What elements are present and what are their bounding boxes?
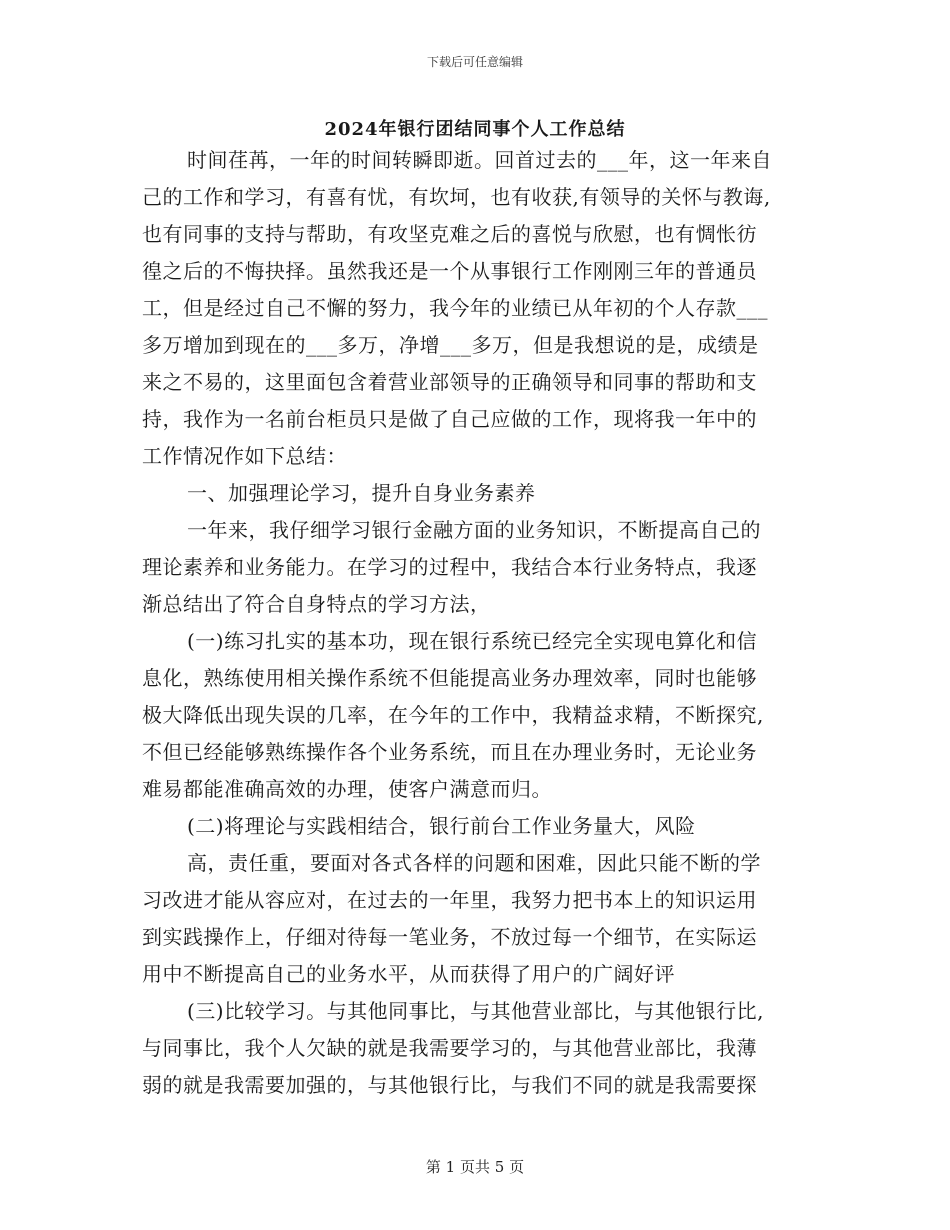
body-line: 理论素养和业务能力。在学习的过程中，我结合本行业务特点，我逐 [142, 555, 757, 579]
body-line: 极大降低出现失误的几率，在今年的工作中，我精益求精，不断探究, [142, 703, 764, 727]
body-line: 多万增加到现在的___多万，净增___多万，但是我想说的是，成绩是 [142, 333, 759, 357]
body-line: 持，我作为一名前台柜员只是做了自己应做的工作，现将我一年中的 [142, 407, 757, 431]
body-line: (二)将理论与实践相结合，银行前台工作业务量大，风险 [187, 814, 696, 838]
section-heading: 一、加强理论学习，提升自身业务素养 [187, 481, 536, 505]
body-line: (三)比较学习。与其他同事比，与其他营业部比，与其他银行比, [187, 999, 764, 1023]
body-line: 高，责任重，要面对各式各样的问题和困难，因此只能不断的学 [187, 851, 761, 875]
body-line: 徨之后的不悔抉择。虽然我还是一个从事银行工作刚刚三年的普通员 [142, 259, 757, 283]
body-line: 一年来，我仔细学习银行金融方面的业务知识，不断提高自己的 [187, 518, 761, 542]
body-line: 工作情况作如下总结： [142, 444, 347, 468]
body-line: 己的工作和学习，有喜有忧，有坎坷，也有收获,有领导的关怀与教诲, [142, 185, 771, 209]
page-footer: 第 1 页共 5 页 [425, 1158, 525, 1176]
document-body [142, 142, 818, 1104]
body-line: 与同事比，我个人欠缺的就是我需要学习的，与其他营业部比，我薄 [142, 1036, 757, 1060]
body-line: 时间荏苒，一年的时间转瞬即逝。回首过去的___年，这一年来自 [187, 148, 772, 172]
body-line: 弱的就是我需要加强的，与其他银行比，与我们不同的就是我需要探 [142, 1073, 757, 1097]
body-line: 也有同事的支持与帮助，有攻坚克难之后的喜悦与欣慰，也有惆怅彷 [142, 222, 757, 246]
body-line: 不但已经能够熟练操作各个业务系统，而且在办理业务时，无论业务 [142, 740, 757, 764]
document-title: 2024年银行团结同事个人工作总结 [324, 119, 626, 140]
body-line: 来之不易的，这里面包含着营业部领导的正确领导和同事的帮助和支 [142, 370, 757, 394]
body-line: 难易都能准确高效的办理，使客户满意而归。 [142, 777, 552, 801]
header-note: 下载后可任意编辑 [426, 55, 523, 69]
body-line: 息化，熟练使用相关操作系统不但能提高业务办理效率，同时也能够 [142, 666, 757, 690]
body-line: (一)练习扎实的基本功，现在银行系统已经完全实现电算化和信 [187, 629, 758, 653]
body-line: 工，但是经过自己不懈的努力，我今年的业绩已从年初的个人存款___ [142, 296, 768, 320]
body-line: 习改进才能从容应对，在过去的一年里，我努力把书本上的知识运用 [142, 888, 757, 912]
body-line: 渐总结出了符合自身特点的学习方法， [142, 592, 491, 616]
body-line: 用中不断提高自己的业务水平，从而获得了用户的广阔好评 [142, 962, 675, 986]
body-line: 到实践操作上，仔细对待每一笔业务，不放过每一个细节，在实际运 [142, 925, 757, 949]
